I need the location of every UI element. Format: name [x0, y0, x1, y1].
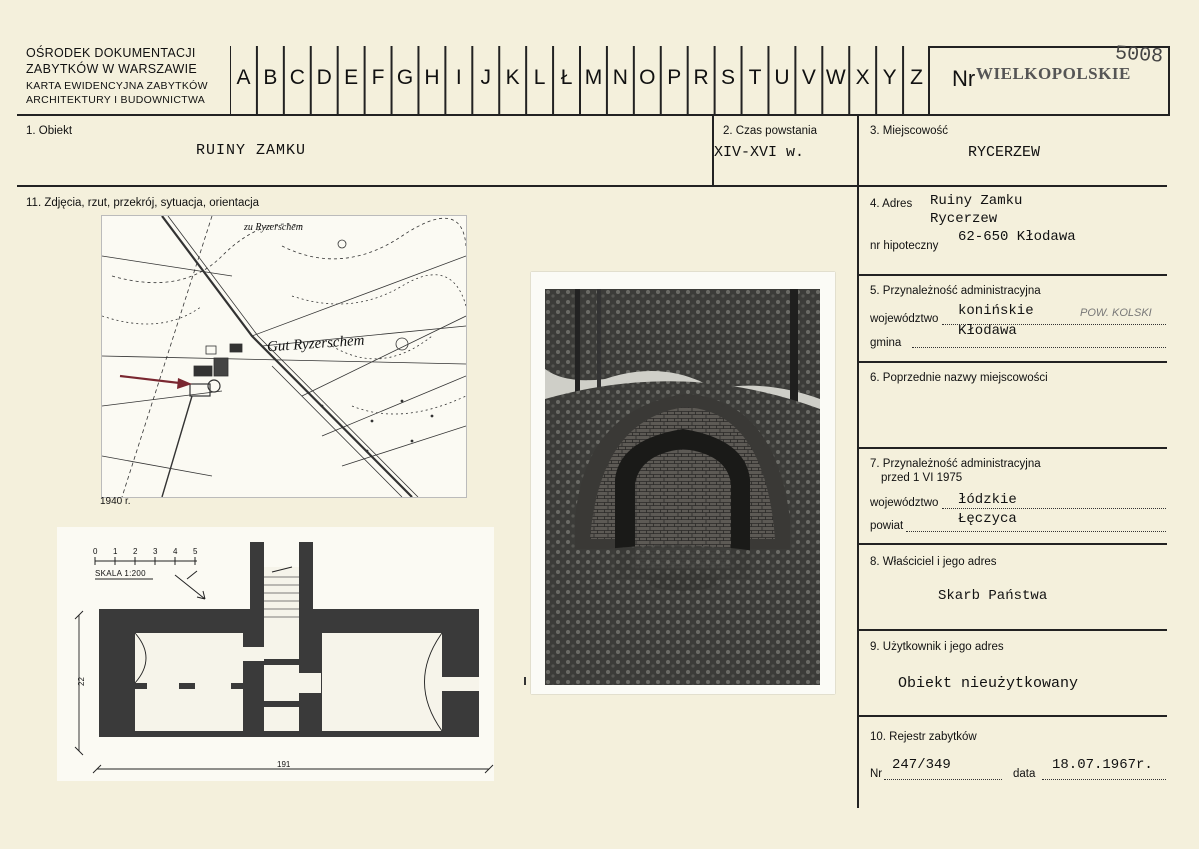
- letter-index-item: L: [533, 66, 546, 89]
- divider-header: [17, 114, 1167, 116]
- divider-f6-f7: [857, 447, 1167, 449]
- letter-index-item: W: [825, 66, 846, 89]
- divider-right-column: [857, 114, 859, 808]
- scale-tick-label: 4: [173, 547, 178, 556]
- scale-tick-label: 0: [93, 547, 98, 556]
- field-gmina-line: [912, 347, 1166, 348]
- letter-index-item: A: [236, 66, 251, 89]
- field-admin-label: 5. Przynależność administracyjna: [870, 285, 1041, 297]
- field-uzytkownik-label: 9. Użytkownik i jego adres: [870, 641, 1004, 653]
- divider-f5-f6: [857, 361, 1167, 363]
- nr-label: Nr: [952, 66, 976, 91]
- letter-index-item: Z: [910, 66, 923, 89]
- letter-index-item: Y: [882, 66, 897, 89]
- field-rejestr-nr-value: 247/349: [892, 757, 951, 773]
- field-woj75-value: łódzkie: [958, 492, 1017, 508]
- field-gmina-value: Kłodawa: [958, 323, 1017, 339]
- field-rejestr-nr-line: [884, 779, 1002, 780]
- card-type-line1: KARTA EWIDENCYJNA ZABYTKÓW: [26, 80, 208, 92]
- field-poprzednie-label: 6. Poprzednie nazwy miejscowości: [870, 372, 1048, 384]
- nr-stamp: WIELKOPOLSKIE: [976, 64, 1131, 83]
- field-rejestr-data-label: data: [1013, 768, 1036, 780]
- card-type-line2: ARCHITEKTURY I BUDOWNICTWA: [26, 94, 206, 106]
- field-czas-label: 2. Czas powstania: [723, 125, 817, 137]
- field-adres-line2: Rycerzew: [930, 211, 998, 227]
- letter-index-item: G: [396, 66, 414, 89]
- field-hipoteka-label: nr hipoteczny: [870, 240, 939, 252]
- divider-f4-f5: [857, 274, 1167, 276]
- map-year: 1940 r.: [100, 496, 131, 507]
- field-woj-label: województwo: [870, 313, 939, 325]
- letter-index-item: F: [371, 66, 385, 89]
- divider-f8-f9: [857, 629, 1167, 631]
- dimension-height: 22: [76, 677, 86, 686]
- historic-map: [101, 215, 467, 498]
- letter-index-item: Ł: [560, 66, 573, 89]
- scale-tick-label: 5: [193, 547, 198, 556]
- field-zdjecia-label: 11. Zdjęcia, rzut, przekrój, sytuacja, orientacja: [26, 197, 260, 209]
- field-wlasciciel-value: Skarb Państwa: [938, 588, 1048, 604]
- scale-tick-label: 3: [153, 547, 158, 556]
- letter-index-item: J: [480, 66, 492, 89]
- letter-index-item: R: [693, 66, 709, 89]
- letter-index-item: K: [505, 66, 520, 89]
- field-miejscowosc-label: 3. Miejscowość: [870, 125, 948, 137]
- letter-index-item: E: [344, 66, 359, 89]
- letter-index-item: S: [721, 66, 736, 89]
- letter-index-item: T: [748, 66, 762, 89]
- field-gmina-label: gmina: [870, 337, 902, 349]
- map-top-label: zu Ryzerschem: [244, 222, 303, 233]
- field-adres-line3: 62-650 Kłodawa: [958, 229, 1076, 245]
- photo-frame: [531, 272, 835, 694]
- dimension-width: 191: [277, 760, 291, 769]
- field-woj75-label: województwo: [870, 497, 939, 509]
- letter-index-item: I: [455, 66, 462, 89]
- org-name-line1: OŚRODEK DOKUMENTACJI: [26, 46, 196, 60]
- divider-f7-f8: [857, 543, 1167, 545]
- field-rejestr-data-line: [1042, 779, 1166, 780]
- field-powiat75-line: [906, 531, 1166, 532]
- field-uzytkownik-value: Obiekt nieużytkowany: [898, 675, 1079, 692]
- photo-edge-mark: [524, 677, 526, 685]
- letter-index-item: U: [774, 66, 790, 89]
- field-admin75-sub: przed 1 VI 1975: [881, 472, 963, 484]
- field-woj-value: konińskie: [958, 303, 1034, 319]
- letter-index-item: B: [263, 66, 278, 89]
- field-rejestr-label: 10. Rejestr zabytków: [870, 731, 977, 743]
- letter-index-item: P: [667, 66, 682, 89]
- letter-index-item: D: [316, 66, 332, 89]
- letter-index-item: V: [801, 66, 816, 89]
- scale-label: SKALA 1:200: [95, 569, 146, 578]
- field-woj-note: POW. KOLSKI: [1080, 307, 1152, 319]
- map-estate-name: Gut Ryzerschem: [266, 332, 366, 356]
- field-adres-line1: Ruiny Zamku: [930, 193, 1023, 209]
- nr-handwritten: 5008: [1114, 42, 1164, 69]
- letter-index-item: N: [612, 66, 628, 89]
- floor-plan-drawing: [57, 527, 494, 781]
- field-admin75-label: 7. Przynależność administracyjna: [870, 458, 1041, 470]
- ruin-photo: [545, 289, 820, 685]
- letter-index-grid: [230, 46, 930, 114]
- divider-f9-f10: [857, 715, 1167, 717]
- field-woj75-line: [942, 508, 1166, 509]
- letter-index-item: H: [424, 66, 440, 89]
- letter-index-item: O: [639, 66, 656, 89]
- divider-row1: [17, 185, 1167, 187]
- letter-index-item: X: [855, 66, 870, 89]
- ruin-photo-image: [545, 289, 820, 685]
- field-powiat75-value: Łęczyca: [958, 511, 1017, 527]
- field-powiat75-label: powiat: [870, 520, 904, 532]
- field-czas-value: XIV-XVI w.: [714, 144, 805, 161]
- field-adres-label: 4. Adres: [870, 198, 913, 210]
- field-rejestr-nr-label: Nr: [870, 768, 883, 780]
- field-rejestr-data-value: 18.07.1967r.: [1052, 757, 1153, 773]
- floor-plan: [57, 527, 494, 781]
- map-drawing: [102, 216, 466, 497]
- field-miejscowosc-value: RYCERZEW: [968, 144, 1041, 161]
- field-obiekt-value: RUINY ZAMKU: [196, 142, 307, 159]
- letter-index-item: M: [584, 66, 603, 89]
- letter-index-item: C: [289, 66, 305, 89]
- field-obiekt-label: 1. Obiekt: [26, 125, 73, 137]
- field-wlasciciel-label: 8. Właściciel i jego adres: [870, 556, 997, 568]
- scale-tick-label: 2: [133, 547, 138, 556]
- scale-tick-label: 1: [113, 547, 118, 556]
- org-name-line2: ZABYTKÓW W WARSZAWIE: [26, 62, 198, 76]
